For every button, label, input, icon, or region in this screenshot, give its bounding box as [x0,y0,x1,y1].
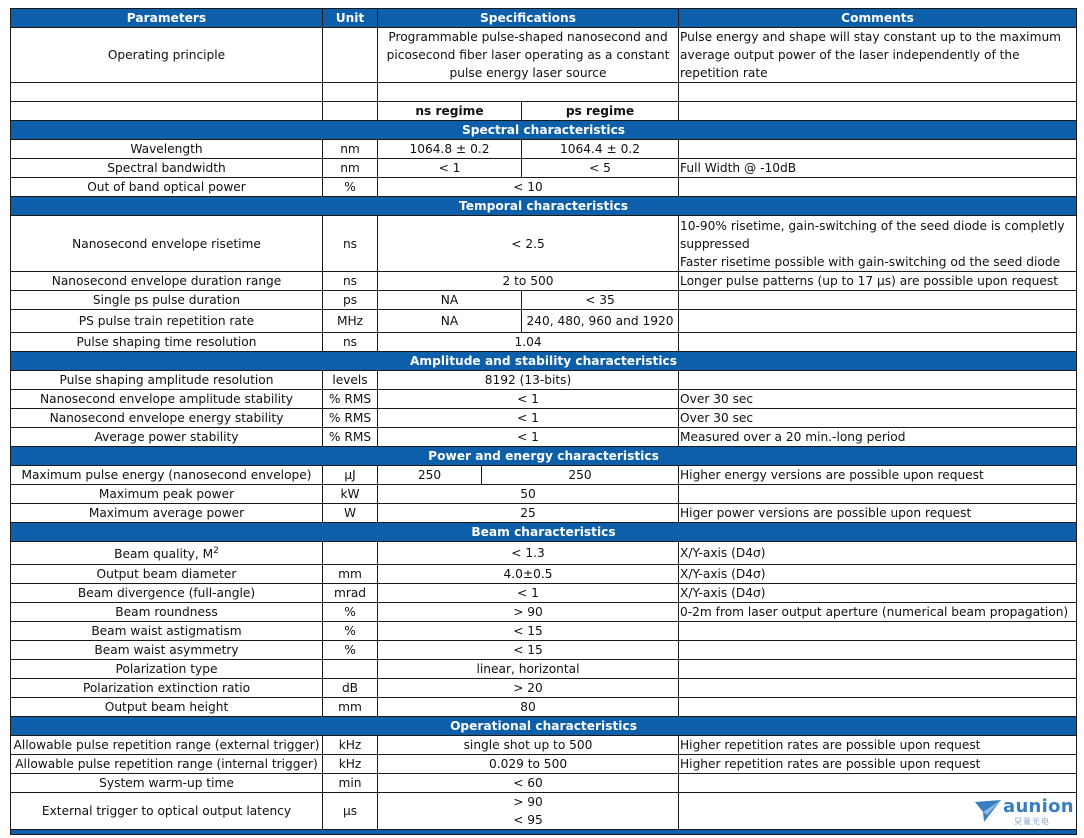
unit-cell [323,28,378,83]
spec-value: 4.0±0.5 [378,565,679,584]
comment-cell [679,333,1077,352]
param-label: Average power stability [11,428,323,447]
spec-line: > 90 [513,795,543,809]
section-title: Power and energy characteristics [11,447,1077,466]
unit-cell: % [323,603,378,622]
spec-value: 2 to 500 [378,272,679,291]
ps-value: 1064.4 ± 0.2 [522,140,679,159]
ns-regime-label: ns regime [378,102,522,121]
comment-cell [679,140,1077,159]
table-row [11,178,1077,197]
comment-cell: Higher repetition rates are possible upon request [679,755,1077,774]
unit-cell: ns [323,216,378,272]
ns-value: < 1 [378,159,522,178]
table-row [11,216,1077,272]
table-row [11,660,1077,679]
table-row [11,159,1077,178]
param-label: Output beam diameter [11,565,323,584]
ns-value: 1064.8 ± 0.2 [378,140,522,159]
param-label: Polarization extinction ratio [11,679,323,698]
comment-cell [679,698,1077,717]
param-label: Operating principle [11,28,323,83]
unit-cell [323,542,378,565]
spec-value: < 1 [378,390,679,409]
param-label: Allowable pulse repetition range (external trigger) [11,736,323,755]
param-label: Maximum average power [11,504,323,523]
unit-cell: mrad [323,584,378,603]
unit-cell: kHz [323,755,378,774]
param-label: Maximum peak power [11,485,323,504]
spec-value: linear, horizontal [378,660,679,679]
spec-value: < 15 [378,641,679,660]
param-label: Out of band optical power [11,178,323,197]
param-label-text: Beam quality, M [114,547,214,562]
comment-cell: Over 30 sec [679,409,1077,428]
regime-row [11,102,1077,121]
spec-value: 25 [378,504,679,523]
spec-value: 8192 (13-bits) [378,371,679,390]
superscript: 2 [213,546,219,557]
table-row [11,485,1077,504]
spec-value: Programmable pulse-shaped nanosecond and picosecond fiber laser operating as a constant pulse energy laser source [378,28,679,83]
comment-cell: Higher repetition rates are possible upon request [679,736,1077,755]
comment-cell: 0-2m from laser output aperture (numerical beam propagation) [679,603,1077,622]
table-row [11,736,1077,755]
unit-cell: ns [323,333,378,352]
comment-cell: Longer pulse patterns (up to 17 µs) are possible upon request [679,272,1077,291]
spec-value: < 2.5 [378,216,679,272]
table-row [11,774,1077,793]
ps-value: < 5 [522,159,679,178]
table-row [11,565,1077,584]
unit-cell: % RMS [323,428,378,447]
aunion-logo [974,796,1074,828]
comment-cell: X/Y-axis (D4σ) [679,584,1077,603]
table-row [11,140,1077,159]
unit-cell: kHz [323,736,378,755]
comment-cell [679,310,1077,333]
comment-cell: Over 30 sec [679,390,1077,409]
param-label: Single ps pulse duration [11,291,323,310]
section-title: Temporal characteristics [11,197,1077,216]
unit-cell: min [323,774,378,793]
ps-value: 240, 480, 960 and 1920 [522,310,679,333]
param-label: Output beam height [11,698,323,717]
comment-cell [679,216,1077,272]
unit-cell [323,660,378,679]
table-row [11,679,1077,698]
spec-value: 50 [378,485,679,504]
unit-cell: nm [323,140,378,159]
unit-cell: dB [323,679,378,698]
spec-value: < 15 [378,622,679,641]
section-title: Beam characteristics [11,523,1077,542]
param-label: Pulse shaping amplitude resolution [11,371,323,390]
spec-table [10,8,1077,835]
table-row [11,333,1077,352]
param-label: Nanosecond envelope risetime [11,216,323,272]
header-comments: Comments [679,9,1077,28]
unit-cell: ps [323,291,378,310]
unit-cell: mm [323,698,378,717]
param-label: Maximum pulse energy (nanosecond envelope) [11,466,323,485]
spec-line: < 95 [513,813,543,827]
spec-value: > 90 [378,603,679,622]
table-row [11,504,1077,523]
spec-value: < 1 [378,409,679,428]
comment-cell: Measured over a 20 min.-long period [679,428,1077,447]
unit-cell: levels [323,371,378,390]
param-label: Pulse shaping time resolution [11,333,323,352]
comment-cell [679,641,1077,660]
ps-value: < 35 [522,291,679,310]
param-label: Beam waist asymmetry [11,641,323,660]
param-label: Nanosecond envelope amplitude stability [11,390,323,409]
ns-value: NA [378,310,522,333]
table-row [11,793,1077,830]
table-row [11,698,1077,717]
logo-brand: aunion [1003,796,1074,817]
spec-value: > 20 [378,679,679,698]
section-header [11,121,1077,140]
param-label: External trigger to optical output latency [11,793,323,830]
comment-cell: X/Y-axis (D4σ) [679,565,1077,584]
param-label: Nanosecond envelope energy stability [11,409,323,428]
param-label: Polarization type [11,660,323,679]
header-parameters: Parameters [11,9,323,28]
spec-value: 80 [378,698,679,717]
comment-cell [679,291,1077,310]
ns-value: NA [378,291,522,310]
table-row [11,641,1077,660]
spec-value: < 1.3 [378,542,679,565]
unit-cell: nm [323,159,378,178]
unit-cell: % RMS [323,409,378,428]
section-header [11,523,1077,542]
table-row [11,272,1077,291]
table-row [11,291,1077,310]
table-row [11,542,1077,565]
param-label: Beam divergence (full-angle) [11,584,323,603]
ps-regime-label: ps regime [522,102,679,121]
section-header [11,447,1077,466]
param-label: Allowable pulse repetition range (internal trigger) [11,755,323,774]
paper-plane-icon [974,799,1002,823]
param-label: PS pulse train repetition rate [11,310,323,333]
table-row [11,28,1077,83]
table-row [11,584,1077,603]
section-header [11,352,1077,371]
header-unit: Unit [323,9,378,28]
unit-cell: % [323,622,378,641]
comment-cell [679,178,1077,197]
unit-cell: µJ [323,466,378,485]
unit-cell: µs [323,793,378,830]
unit-cell: % RMS [323,390,378,409]
comment-line: Faster risetime possible with gain-switching od the seed diode [680,254,1061,269]
spec-value: 1.04 [378,333,679,352]
unit-cell: ns [323,272,378,291]
ns-value: 250 [378,466,482,485]
unit-cell: mm [323,565,378,584]
param-label: Wavelength [11,140,323,159]
unit-cell: % [323,641,378,660]
table-row [11,466,1077,485]
spec-value: single shot up to 500 [378,736,679,755]
table-row [11,83,1077,102]
header-row [11,9,1077,28]
header-specifications: Specifications [378,9,679,28]
unit-cell: MHz [323,310,378,333]
unit-cell: % [323,178,378,197]
logo-chinese: 昊量光电 [1014,817,1050,826]
param-label: Beam roundness [11,603,323,622]
param-label: Spectral bandwidth [11,159,323,178]
comment-cell: Higher energy versions are possible upon request [679,466,1077,485]
comment-cell [679,679,1077,698]
table-row [11,428,1077,447]
comment-cell: Higer power versions are possible upon request [679,504,1077,523]
comment-cell [679,485,1077,504]
spec-value [378,793,679,830]
table-row [11,390,1077,409]
comment-cell: X/Y-axis (D4σ) [679,542,1077,565]
unit-cell: W [323,504,378,523]
spec-value: < 10 [378,178,679,197]
section-header [11,830,1077,835]
spec-value: 0.029 to 500 [378,755,679,774]
comment-cell [679,660,1077,679]
param-label [11,542,323,565]
section-header [11,197,1077,216]
table-row [11,310,1077,333]
section-title: Operational characteristics [11,717,1077,736]
table-row [11,622,1077,641]
section-title: Spectral characteristics [11,121,1077,140]
spec-value: < 1 [378,428,679,447]
unit-cell: kW [323,485,378,504]
spec-value: < 1 [378,584,679,603]
section-title: Amplitude and stability characteristics [11,352,1077,371]
table-row [11,371,1077,390]
comment-cell [679,774,1077,793]
comment-cell [679,622,1077,641]
spec-value: < 60 [378,774,679,793]
table-row [11,409,1077,428]
comment-line: 10-90% risetime, gain-switching of the seed diode is completly suppressed [680,218,1065,251]
param-label: Nanosecond envelope duration range [11,272,323,291]
comment-cell: Full Width @ -10dB [679,159,1077,178]
table-row [11,603,1077,622]
section-header [11,717,1077,736]
param-label: System warm-up time [11,774,323,793]
comment-cell: Pulse energy and shape will stay constant up to the maximum average output power of the laser independently of the repetition rate [679,28,1077,83]
ps-value: 250 [482,466,679,485]
table-row [11,755,1077,774]
param-label: Beam waist astigmatism [11,622,323,641]
comment-cell [679,371,1077,390]
